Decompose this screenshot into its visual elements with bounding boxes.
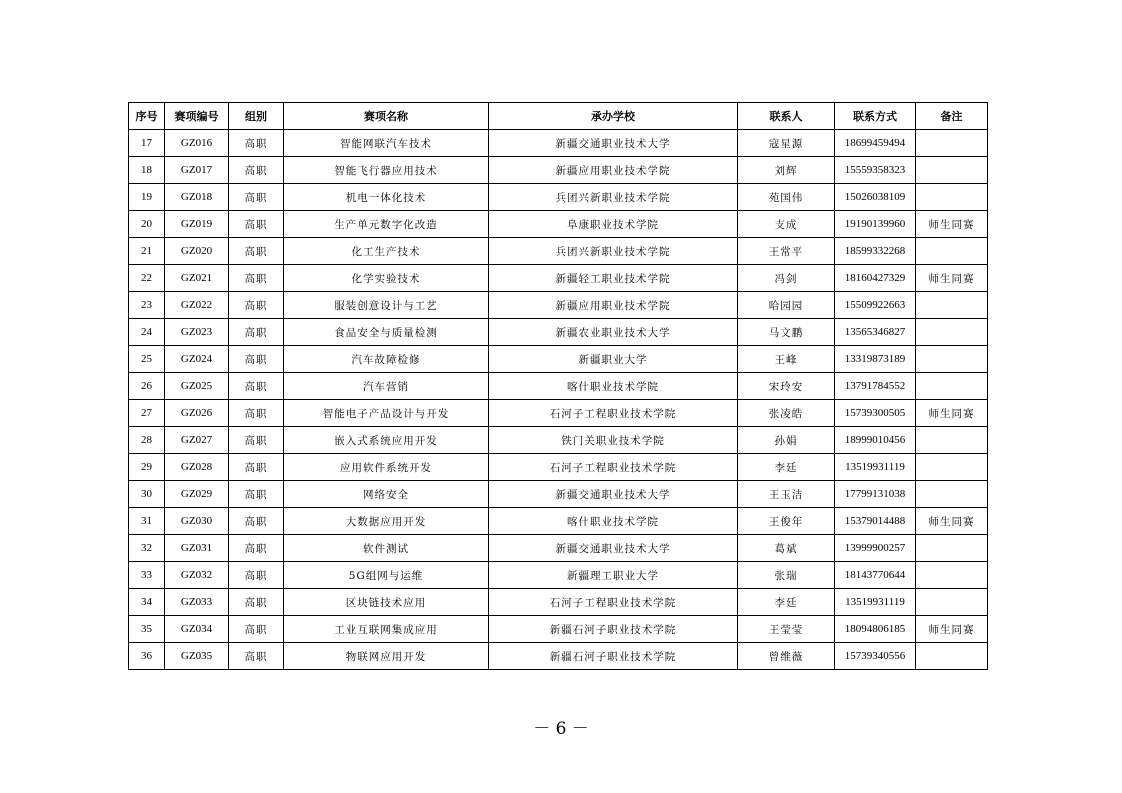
cell-index: 27 <box>129 400 165 427</box>
cell-event-code: GZ018 <box>165 184 229 211</box>
cell-remarks <box>916 535 988 562</box>
cell-event-code: GZ019 <box>165 211 229 238</box>
cell-event-code: GZ027 <box>165 427 229 454</box>
cell-event-code: GZ034 <box>165 616 229 643</box>
cell-index: 25 <box>129 346 165 373</box>
cell-host-school: 新疆交通职业技术大学 <box>489 130 738 157</box>
cell-contact-person: 孙娟 <box>738 427 835 454</box>
cell-index: 26 <box>129 373 165 400</box>
cell-contact-phone: 18160427329 <box>835 265 916 292</box>
cell-contact-phone: 15026038109 <box>835 184 916 211</box>
cell-host-school: 阜康职业技术学院 <box>489 211 738 238</box>
cell-remarks <box>916 481 988 508</box>
cell-index: 23 <box>129 292 165 319</box>
table-row <box>129 292 988 319</box>
cell-event-code: GZ022 <box>165 292 229 319</box>
cell-group: 高职 <box>229 130 284 157</box>
cell-remarks <box>916 157 988 184</box>
cell-event-code: GZ026 <box>165 400 229 427</box>
cell-event-name: 化工生产技术 <box>284 238 489 265</box>
cell-group: 高职 <box>229 292 284 319</box>
cell-remarks <box>916 319 988 346</box>
cell-contact-person: 李廷 <box>738 454 835 481</box>
cell-contact-person: 王莹莹 <box>738 616 835 643</box>
cell-group: 高职 <box>229 562 284 589</box>
cell-group: 高职 <box>229 184 284 211</box>
table-row <box>129 130 988 157</box>
cell-contact-phone: 18699459494 <box>835 130 916 157</box>
cell-event-name: 区块链技术应用 <box>284 589 489 616</box>
cell-event-name: 软件测试 <box>284 535 489 562</box>
cell-event-code: GZ028 <box>165 454 229 481</box>
cell-event-name: 服装创意设计与工艺 <box>284 292 489 319</box>
cell-contact-person: 曾维薇 <box>738 643 835 670</box>
cell-group: 高职 <box>229 400 284 427</box>
cell-event-name: 智能网联汽车技术 <box>284 130 489 157</box>
cell-contact-person: 支成 <box>738 211 835 238</box>
cell-host-school: 石河子工程职业技术学院 <box>489 589 738 616</box>
cell-remarks: 师生同赛 <box>916 265 988 292</box>
cell-contact-person: 马文鹏 <box>738 319 835 346</box>
table-row <box>129 346 988 373</box>
cell-event-name: 生产单元数字化改造 <box>284 211 489 238</box>
cell-contact-person: 宋玲安 <box>738 373 835 400</box>
cell-remarks <box>916 238 988 265</box>
cell-event-code: GZ020 <box>165 238 229 265</box>
cell-index: 32 <box>129 535 165 562</box>
cell-group: 高职 <box>229 481 284 508</box>
cell-remarks <box>916 292 988 319</box>
cell-event-name: 应用软件系统开发 <box>284 454 489 481</box>
cell-remarks <box>916 589 988 616</box>
cell-group: 高职 <box>229 346 284 373</box>
cell-event-name: 大数据应用开发 <box>284 508 489 535</box>
cell-remarks <box>916 562 988 589</box>
cell-contact-phone: 13519931119 <box>835 589 916 616</box>
cell-contact-person: 王峰 <box>738 346 835 373</box>
cell-group: 高职 <box>229 211 284 238</box>
table-row <box>129 616 988 643</box>
cell-event-code: GZ025 <box>165 373 229 400</box>
header-event-name: 赛项名称 <box>284 103 489 130</box>
cell-group: 高职 <box>229 265 284 292</box>
cell-event-code: GZ031 <box>165 535 229 562</box>
cell-host-school: 新疆石河子职业技术学院 <box>489 643 738 670</box>
table-row <box>129 265 988 292</box>
cell-event-name: 食品安全与质量检测 <box>284 319 489 346</box>
table-row <box>129 211 988 238</box>
cell-contact-phone: 15559358323 <box>835 157 916 184</box>
header-remarks: 备注 <box>916 103 988 130</box>
cell-group: 高职 <box>229 157 284 184</box>
cell-event-code: GZ032 <box>165 562 229 589</box>
cell-contact-person: 哈园园 <box>738 292 835 319</box>
cell-event-code: GZ033 <box>165 589 229 616</box>
cell-event-name: 汽车故障检修 <box>284 346 489 373</box>
cell-host-school: 石河子工程职业技术学院 <box>489 400 738 427</box>
cell-contact-person: 苑国伟 <box>738 184 835 211</box>
cell-contact-person: 张瑞 <box>738 562 835 589</box>
cell-group: 高职 <box>229 535 284 562</box>
cell-remarks: 师生同赛 <box>916 400 988 427</box>
table-body <box>129 130 988 670</box>
cell-index: 31 <box>129 508 165 535</box>
cell-host-school: 新疆交通职业技术大学 <box>489 535 738 562</box>
cell-contact-phone: 18999010456 <box>835 427 916 454</box>
cell-event-code: GZ030 <box>165 508 229 535</box>
cell-contact-phone: 13565346827 <box>835 319 916 346</box>
cell-host-school: 新疆应用职业技术学院 <box>489 292 738 319</box>
header-contact-phone: 联系方式 <box>835 103 916 130</box>
cell-host-school: 新疆轻工职业技术学院 <box>489 265 738 292</box>
cell-group: 高职 <box>229 454 284 481</box>
cell-host-school: 喀什职业技术学院 <box>489 508 738 535</box>
cell-event-name: 5G组网与运维 <box>284 562 489 589</box>
cell-remarks <box>916 130 988 157</box>
cell-remarks <box>916 643 988 670</box>
cell-event-name: 网络安全 <box>284 481 489 508</box>
cell-remarks <box>916 346 988 373</box>
competition-table <box>128 102 988 670</box>
cell-host-school: 新疆理工职业大学 <box>489 562 738 589</box>
table-row <box>129 400 988 427</box>
cell-contact-phone: 15379014488 <box>835 508 916 535</box>
cell-contact-phone: 15739300505 <box>835 400 916 427</box>
cell-event-code: GZ016 <box>165 130 229 157</box>
cell-contact-person: 葛斌 <box>738 535 835 562</box>
cell-index: 24 <box>129 319 165 346</box>
cell-contact-person: 刘辉 <box>738 157 835 184</box>
table-row <box>129 319 988 346</box>
header-event-code: 赛项编号 <box>165 103 229 130</box>
cell-contact-person: 王常平 <box>738 238 835 265</box>
cell-contact-person: 张凌皓 <box>738 400 835 427</box>
cell-event-code: GZ021 <box>165 265 229 292</box>
cell-index: 20 <box>129 211 165 238</box>
cell-group: 高职 <box>229 427 284 454</box>
table-row <box>129 508 988 535</box>
cell-index: 33 <box>129 562 165 589</box>
table-row <box>129 454 988 481</box>
cell-event-name: 物联网应用开发 <box>284 643 489 670</box>
cell-event-code: GZ029 <box>165 481 229 508</box>
cell-event-name: 汽车营销 <box>284 373 489 400</box>
cell-index: 17 <box>129 130 165 157</box>
cell-contact-phone: 15739340556 <box>835 643 916 670</box>
table-row <box>129 589 988 616</box>
cell-index: 36 <box>129 643 165 670</box>
header-group: 组别 <box>229 103 284 130</box>
header-host-school: 承办学校 <box>489 103 738 130</box>
table-row <box>129 238 988 265</box>
cell-host-school: 新疆交通职业技术大学 <box>489 481 738 508</box>
cell-host-school: 新疆石河子职业技术学院 <box>489 616 738 643</box>
cell-event-name: 智能电子产品设计与开发 <box>284 400 489 427</box>
cell-index: 30 <box>129 481 165 508</box>
header-contact-person: 联系人 <box>738 103 835 130</box>
cell-contact-person: 王玉洁 <box>738 481 835 508</box>
cell-event-name: 工业互联网集成应用 <box>284 616 489 643</box>
cell-group: 高职 <box>229 616 284 643</box>
cell-group: 高职 <box>229 508 284 535</box>
cell-host-school: 铁门关职业技术学院 <box>489 427 738 454</box>
cell-remarks: 师生同赛 <box>916 616 988 643</box>
cell-contact-phone: 13519931119 <box>835 454 916 481</box>
cell-index: 18 <box>129 157 165 184</box>
cell-host-school: 喀什职业技术学院 <box>489 373 738 400</box>
header-index: 序号 <box>129 103 165 130</box>
cell-contact-phone: 18094806185 <box>835 616 916 643</box>
cell-index: 21 <box>129 238 165 265</box>
cell-group: 高职 <box>229 643 284 670</box>
cell-index: 19 <box>129 184 165 211</box>
page-number: － 6 － <box>533 719 589 739</box>
table-row <box>129 535 988 562</box>
table-header-row <box>129 103 988 130</box>
cell-remarks: 师生同赛 <box>916 211 988 238</box>
table-row <box>129 427 988 454</box>
cell-remarks <box>916 184 988 211</box>
cell-contact-phone: 13791784552 <box>835 373 916 400</box>
cell-event-name: 智能飞行器应用技术 <box>284 157 489 184</box>
cell-remarks <box>916 454 988 481</box>
cell-index: 22 <box>129 265 165 292</box>
cell-contact-phone: 18143770644 <box>835 562 916 589</box>
cell-group: 高职 <box>229 319 284 346</box>
cell-remarks <box>916 373 988 400</box>
cell-event-code: GZ035 <box>165 643 229 670</box>
table-row <box>129 373 988 400</box>
cell-event-name: 化学实验技术 <box>284 265 489 292</box>
table-row <box>129 643 988 670</box>
cell-host-school: 石河子工程职业技术学院 <box>489 454 738 481</box>
cell-contact-phone: 18599332268 <box>835 238 916 265</box>
table-row <box>129 184 988 211</box>
cell-host-school: 兵团兴新职业技术学院 <box>489 184 738 211</box>
table-row <box>129 562 988 589</box>
cell-host-school: 新疆职业大学 <box>489 346 738 373</box>
cell-contact-person: 冯剑 <box>738 265 835 292</box>
cell-contact-phone: 15509922663 <box>835 292 916 319</box>
cell-event-code: GZ017 <box>165 157 229 184</box>
cell-event-name: 机电一体化技术 <box>284 184 489 211</box>
cell-remarks <box>916 427 988 454</box>
cell-index: 34 <box>129 589 165 616</box>
cell-remarks: 师生同赛 <box>916 508 988 535</box>
cell-contact-phone: 13999900257 <box>835 535 916 562</box>
cell-contact-person: 王俊年 <box>738 508 835 535</box>
table-row <box>129 157 988 184</box>
cell-group: 高职 <box>229 589 284 616</box>
cell-contact-person: 李廷 <box>738 589 835 616</box>
table-row <box>129 481 988 508</box>
cell-contact-phone: 17799131038 <box>835 481 916 508</box>
cell-event-code: GZ023 <box>165 319 229 346</box>
cell-event-code: GZ024 <box>165 346 229 373</box>
cell-contact-person: 寇星源 <box>738 130 835 157</box>
cell-group: 高职 <box>229 373 284 400</box>
cell-index: 35 <box>129 616 165 643</box>
cell-contact-phone: 19190139960 <box>835 211 916 238</box>
cell-host-school: 新疆应用职业技术学院 <box>489 157 738 184</box>
cell-contact-phone: 13319873189 <box>835 346 916 373</box>
cell-event-name: 嵌入式系统应用开发 <box>284 427 489 454</box>
cell-index: 29 <box>129 454 165 481</box>
cell-host-school: 兵团兴新职业技术学院 <box>489 238 738 265</box>
cell-host-school: 新疆农业职业技术大学 <box>489 319 738 346</box>
cell-group: 高职 <box>229 238 284 265</box>
cell-index: 28 <box>129 427 165 454</box>
